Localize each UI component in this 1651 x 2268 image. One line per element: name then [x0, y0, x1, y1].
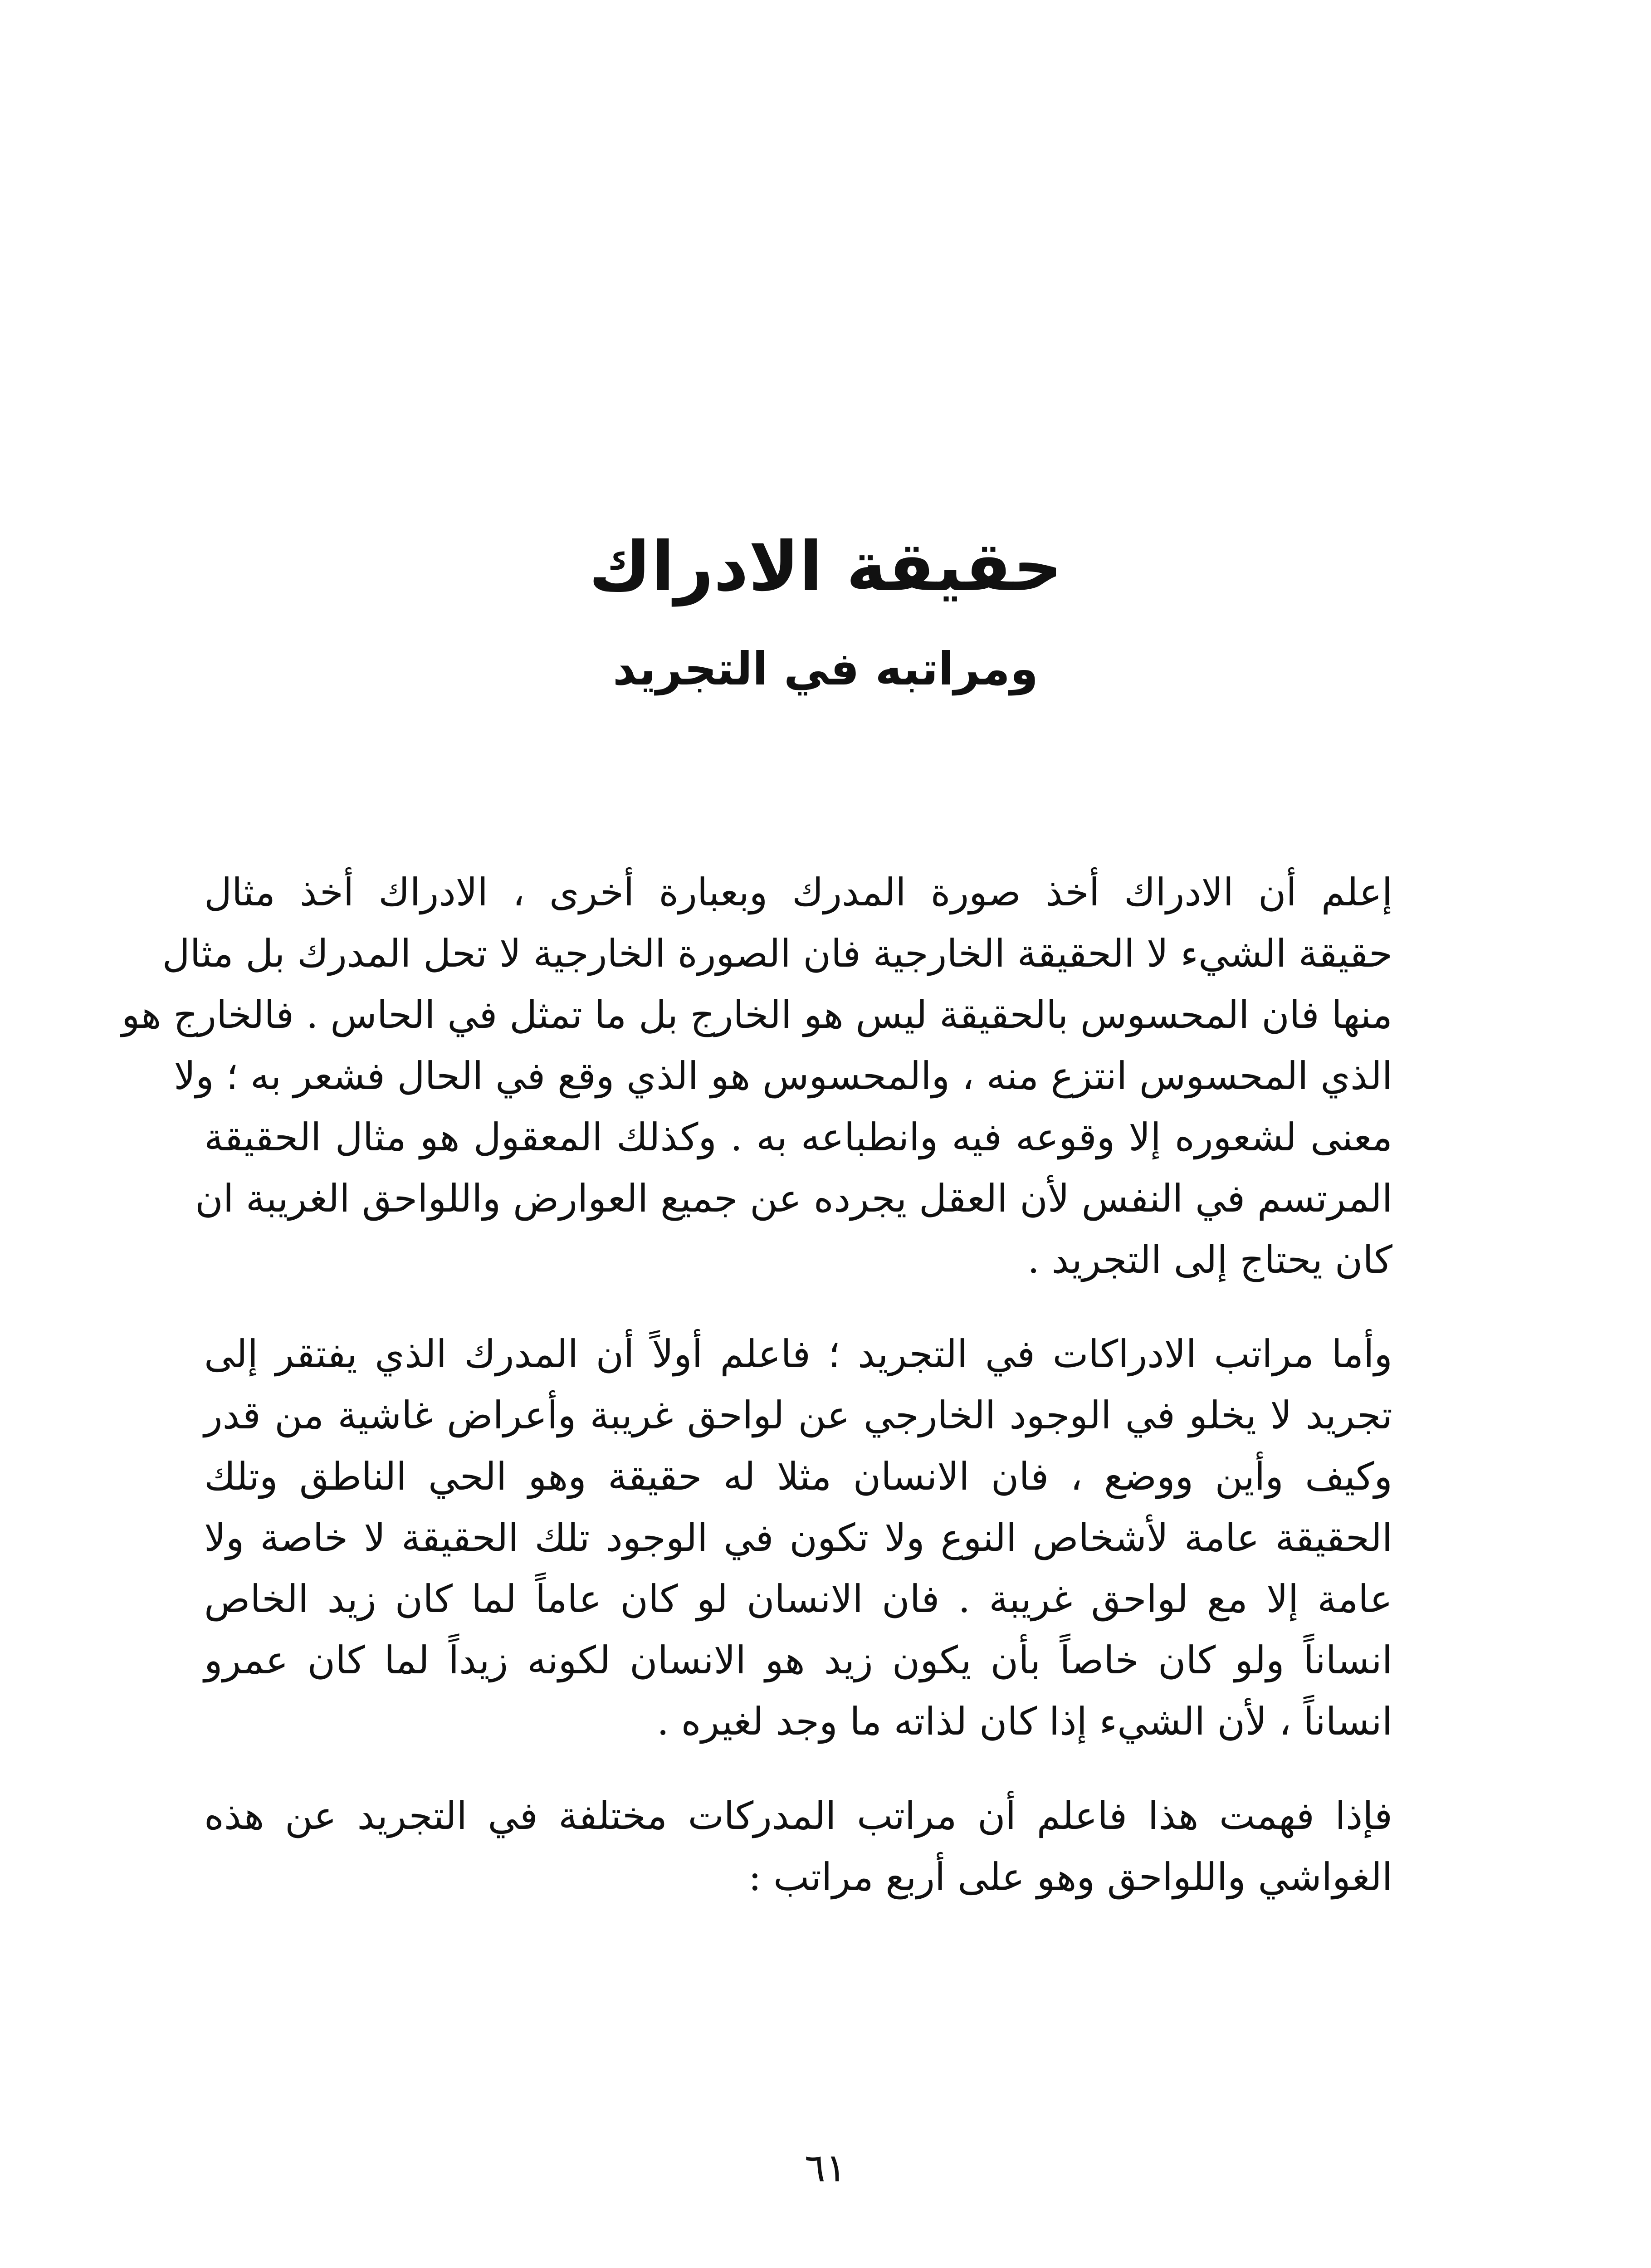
text-line: المرتسم في النفس لأن العقل يجرده عن جميع العوارض واللواحق الغريبة ان: [195, 1176, 1392, 1221]
text-line: انساناً ولو كان خاصاً بأن يكون زيد هو الانسان لكونه زيداً لما كان عمرو: [204, 1638, 1392, 1682]
chapter-subtitle: ومراتبه في التجريد: [612, 642, 1039, 695]
paragraph-spacer: [204, 1299, 1392, 1324]
text-line: الحقيقة عامة لأشخاص النوع ولا تكون في الوجود تلك الحقيقة لا خاصة ولا: [204, 1515, 1392, 1560]
body-text: [121, 862, 1392, 1916]
text-line: كان يحتاج إلى التجريد .: [1027, 1237, 1392, 1282]
text-line: الذي المحسوس انتزع منه ، والمحسوس هو الذي وقع في الحال فشعر به ؛ ولا: [174, 1054, 1392, 1098]
text-line: وكيف وأين ووضع ، فان الانسان مثلا له حقيقة وهو الحي الناطق وتلك: [204, 1454, 1392, 1499]
text-line: وأما مراتب الادراكات في التجريد ؛ فاعلم أولاً أن المدرك الذي يفتقر إلى: [204, 1332, 1392, 1376]
text-line: انساناً ، لأن الشيء إذا كان لذاته ما وجد لغيره .: [657, 1699, 1392, 1744]
paragraph-2: [204, 1324, 1392, 1752]
text-line: حقيقة الشيء لا الحقيقة الخارجية فان الصورة الخارجية لا تحل المدرك بل مثال: [162, 931, 1392, 976]
text-line: الغواشي واللواحق وهو على أربع مراتب :: [748, 1855, 1392, 1899]
paragraph-1: [121, 862, 1392, 1290]
page-number: ٦١: [804, 2146, 847, 2191]
chapter-title: حقيقة الادراك: [589, 528, 1062, 606]
text-line: عامة إلا مع لواحق غريبة . فان الانسان لو كان عاماً لما كان زيد الخاص: [204, 1577, 1392, 1621]
text-line: فإذا فهمت هذا فاعلم أن مراتب المدركات مختلفة في التجريد عن هذه: [204, 1794, 1392, 1838]
text-line: معنى لشعوره إلا وقوعه فيه وانطباعه به . وكذلك المعقول هو مثال الحقيقة: [204, 1115, 1392, 1159]
paragraph-3: [204, 1785, 1392, 1908]
text-line: منها فان المحسوس بالحقيقة ليس هو الخارج بل ما تمثل في الحاس . فالخارج هو: [121, 992, 1392, 1037]
text-line: إعلم أن الادراك أخذ صورة المدرك وبعبارة أخرى ، الادراك أخذ مثال: [204, 870, 1392, 914]
text-line: تجريد لا يخلو في الوجود الخارجي عن لواحق غريبة وأعراض غاشية من قدر: [204, 1393, 1392, 1437]
paragraph-spacer: [204, 1760, 1392, 1785]
